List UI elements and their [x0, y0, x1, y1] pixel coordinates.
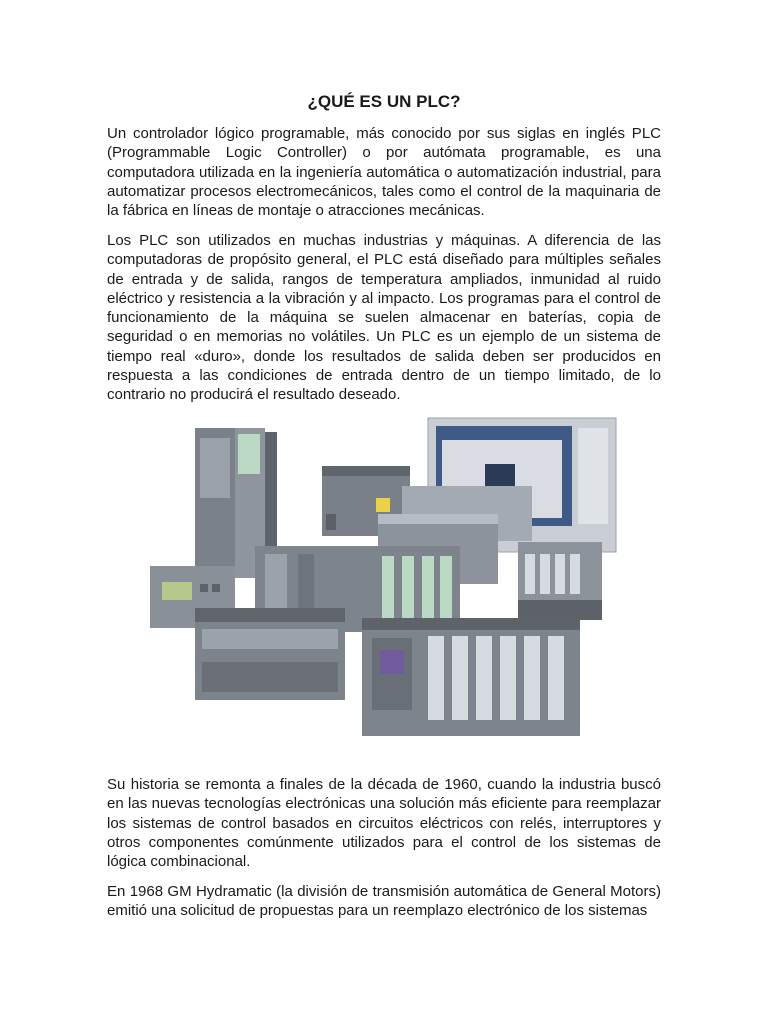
paragraph-gm-hydramatic: En 1968 GM Hydramatic (la división de transmisión automática de General Motors) emitió una solicitud de propuestas para un reemplazo electrónico de los sistemas [107, 883, 661, 920]
compact-plc-s7-1200 [195, 608, 345, 700]
plc-products-image [140, 414, 620, 744]
paragraph-characteristics: Los PLC son utilizados en muchas industrias y máquinas. A diferencia de las computadoras de propósito general, el PLC está diseñado para múltiples señales de entrada y de salida, rangos de temperatura ampliados, inmunidad al ruido eléctrico y resistencia a la vibración y al impacto. Los programas para el control de funcionamiento de la máquina se suelen almacenar en baterías, copia de seguridad o en memorias no volátiles. Un PLC es un ejemplo de un sistema de tiempo real «duro», donde los resultados de salida deben ser producidos en respuesta a las condiciones de entrada dentro de un tiempo limitado, de lo contrario no producirá el resultado deseado. [107, 232, 661, 404]
distributed-io-module [518, 542, 602, 620]
plc-s7-1500-rack [362, 618, 580, 736]
paragraph-intro: Un controlador lógico programable, más conocido por sus siglas en inglés PLC (Programmable Logic Controller) o por autómata programable, es una computadora utilizada en la ingeniería automática o automatización industrial, para automatizar procesos electromecánicos, tales como el control de la maquinaria de la fábrica en líneas de montaje o atracciones mecánicas. [107, 125, 661, 220]
page-title: ¿QUÉ ES UN PLC? [307, 92, 461, 111]
paragraph-history: Su historia se remonta a finales de la década de 1960, cuando la industria buscó en las nuevas tecnologías electrónicas una solución más eficiente para reemplazar los sistemas de control basados en circuitos eléctricos con relés, interruptores y otros componentes comúnmente utilizados para el control de los sistemas de lógica combinacional. [107, 776, 661, 871]
